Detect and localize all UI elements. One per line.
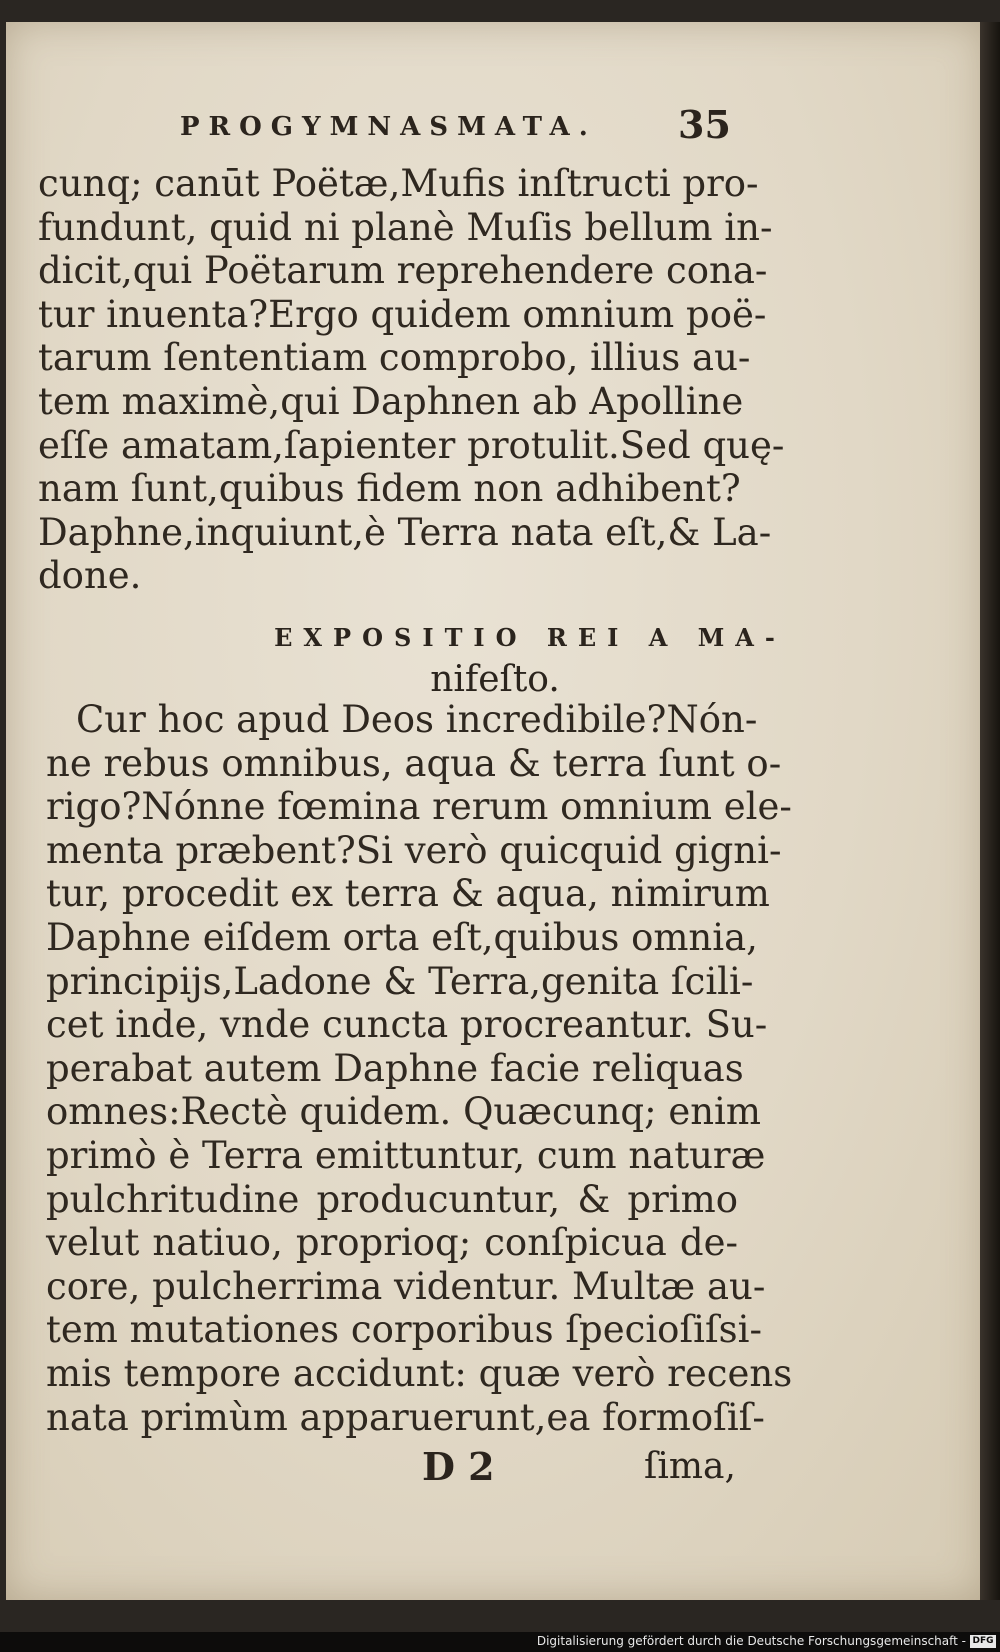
page-edge: [980, 22, 1000, 1600]
text-line: tarum ſententiam comprobo, illius au-: [38, 336, 751, 380]
credit-text: Digitalisierung gefördert durch die Deutsche Forschungsgemeinschaft -: [536, 1634, 966, 1648]
section-heading-line-1: EXPOSITIO REI A MA-: [274, 623, 786, 652]
text-line: pulchritudine producuntur, & primo: [46, 1177, 738, 1221]
text-line: cet inde, vnde cuncta procreantur. Su-: [46, 1003, 768, 1047]
text-line: principijs,Ladone & Terra,genita ſcili-: [46, 959, 754, 1003]
text-line: rigo?Nónne fœmina rerum omnium ele-: [46, 785, 792, 829]
text-line: fundunt, quid ni planè Muſis bellum in-: [38, 205, 773, 249]
text-line: nata primùm apparuerunt,ea formoſiſ-: [46, 1395, 765, 1439]
text-line: tem mutationes corporibus ſpecioſiſsi-: [46, 1308, 762, 1352]
paragraph-1: [38, 162, 785, 598]
text-line: perabat autem Daphne facie reliquas: [46, 1046, 744, 1090]
section-heading-line-2: nifeſto.: [430, 659, 560, 700]
section-heading: [0, 618, 1000, 702]
text-line: done.: [38, 554, 142, 598]
page-header: [0, 98, 1000, 148]
text-line: omnes:Rectè quidem. Quæcunq; enim: [46, 1090, 761, 1134]
catchword: ſima,: [644, 1446, 736, 1487]
text-line: Daphne,inquiunt,è Terra nata eſt,& La-: [38, 510, 772, 554]
text-line: tur inuenta?Ergo quidem omnium poë-: [38, 292, 767, 336]
text-line: velut natiuo, proprioq; conſpicua de-: [46, 1221, 738, 1265]
paragraph-2: [46, 698, 793, 1439]
text-line: ne rebus omnibus, aqua & terra ſunt o-: [46, 741, 782, 785]
credit-bar: [0, 1632, 1000, 1652]
text-line: nam ſunt,quibus fidem non adhibent?: [38, 467, 741, 511]
text-line: cunq; canūt Poëtæ,Mufis inſtructi pro-: [38, 162, 759, 205]
text-line: Cur hoc apud Deos incredibile?Nón-: [76, 698, 758, 741]
text-line: primò è Terra emittuntur, cum naturæ: [46, 1133, 766, 1177]
text-line: eſſe amatam,ſapienter protulit.Sed quę-: [38, 423, 785, 467]
text-line: core, pulcherrima videntur. Multæ au-: [46, 1264, 766, 1308]
signature-mark: D 2: [422, 1444, 495, 1489]
text-line: Daphne eiſdem orta eſt,quibus omnia,: [46, 915, 758, 959]
text-line: mis tempore accidunt: quæ verò recens: [46, 1351, 793, 1395]
running-head: PROGYMNASMATA.: [180, 112, 597, 142]
text-line: dicit,qui Poëtarum reprehendere cona-: [38, 249, 768, 293]
page-footer: [0, 1444, 1000, 1494]
dfg-logo: DFG: [970, 1635, 996, 1648]
text-line: menta præbent?Si verò quicquid gigni-: [46, 828, 782, 872]
text-line: tem maximè,qui Daphnen ab Apolline: [38, 379, 744, 423]
page-number: 35: [678, 102, 731, 147]
text-line: tur, procedit ex terra & aqua, nimirum: [46, 872, 770, 916]
